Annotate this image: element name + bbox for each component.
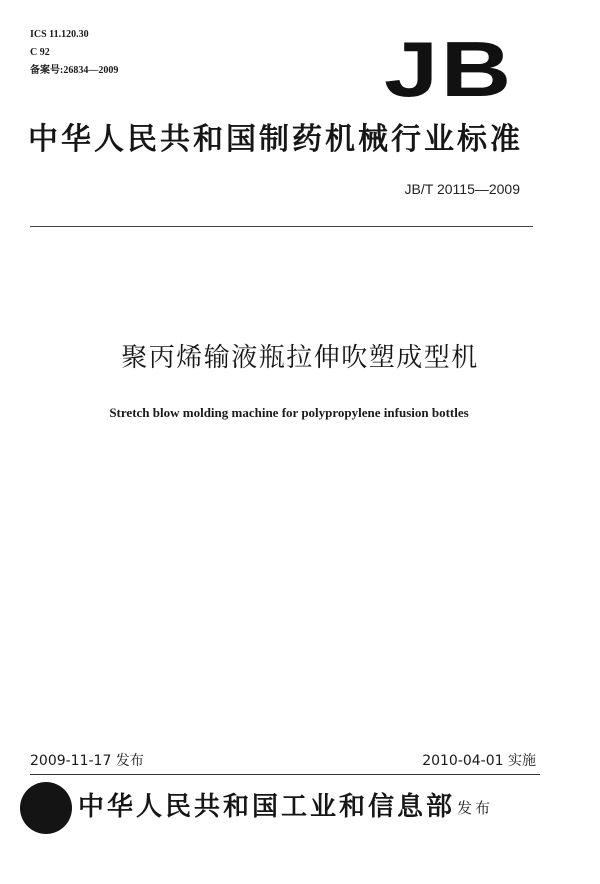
issue-date: 2009-11-17 发布 <box>30 753 144 769</box>
seal-mark-icon <box>20 782 72 834</box>
document-title-english: Stretch blow molding machine for polypropylene infusion bottles <box>109 405 469 420</box>
standard-number: JB/T 20115—2009 <box>404 181 520 197</box>
publish-label: 发布 <box>457 799 494 817</box>
implementation-date: 2010-04-01 实施 <box>422 753 536 769</box>
top-divider <box>30 226 533 227</box>
ics-code: ICS 11.120.30 <box>30 29 89 40</box>
standard-class-heading: 中华人民共和国制药机械行业标准 <box>28 122 523 157</box>
bottom-divider <box>30 774 540 775</box>
document-meta <box>30 26 118 80</box>
class-code: C 92 <box>30 47 50 58</box>
jb-logo: JB <box>384 25 514 113</box>
document-title-chinese: 聚丙烯输液瓶拉伸吹塑成型机 <box>121 343 479 373</box>
record-number: 备案号:26834—2009 <box>30 65 119 76</box>
issuing-authority: 中华人民共和国工业和信息部 <box>78 792 456 822</box>
